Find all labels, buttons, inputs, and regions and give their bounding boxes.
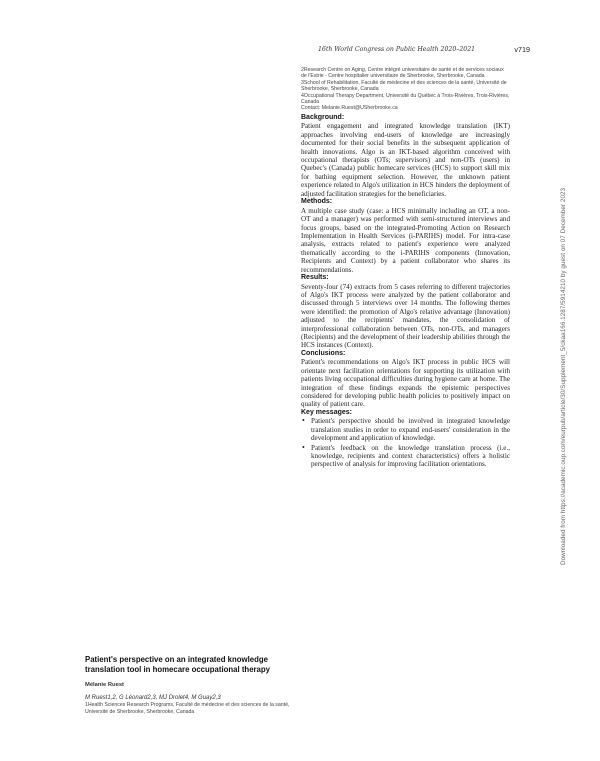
article-title: Patient's perspective on an integrated knowledge translation tool in homecare occupational therapy bbox=[85, 655, 270, 674]
abstract-column bbox=[301, 67, 510, 470]
article-title-block bbox=[85, 655, 295, 715]
affiliation-1: 1Health Sciences Research Programs, Faculté de médecine et des sciences de la santé, Université de Sherbrooke, Sherbrooke, Canada bbox=[85, 702, 290, 715]
background-text: Patient engagement and integrated knowledge translation (IKT) approaches involving end-users of knowledge are increasingly documented for their social benefits in the subsequent application of health innovations. Algo is an IKT-based algorithm conceived with occupational therapists (OTs; supervisors) and non-OTs (users) in Quebec's (Canada) public homecare services (HCS) to support skill mix for bathing equipment selection. However, the unknown patient experience related to Algo's utilization in HCS hinders the deployment of adjusted facilitation strategies for the beneficiaries. bbox=[301, 122, 510, 198]
download-watermark: Downloaded from https://academic.oup.com/eurpub/article/30/Supplement_5/ckaa166.1287/5914210 by guest on 07 December 2023 bbox=[560, 187, 567, 565]
results-heading: Results: bbox=[301, 273, 329, 281]
key-messages-heading: Key messages: bbox=[301, 408, 352, 416]
abstract-body bbox=[301, 114, 510, 469]
key-messages-list bbox=[301, 417, 510, 468]
author-list: M Ruest1,2, G Léonard2,3, MJ Drolet4, M Guay2,3 bbox=[85, 695, 221, 702]
journal-line: 16th World Congress on Public Health 2020–2021 bbox=[318, 46, 476, 53]
contact-email: Contact: Melanie.Ruest@USherbrooke.ca bbox=[301, 105, 398, 112]
conclusions-heading: Conclusions: bbox=[301, 349, 346, 357]
methods-text: A multiple case study (case: a HCS minimally including an OT, a non-OT and a manager) was performed with semi-structured interviews and focus groups, based on the integrated-Promoting Action on Research Implementation in Health Services (i-PARIHS) model. For intra-case analysis, extracts related to patient's experience were analyzed thematically according to the i-PARIHS components (Innovation, Recipients and Context) by a patient collaborator who shares its recommendations. bbox=[301, 206, 510, 274]
page-number: v719 bbox=[514, 45, 530, 54]
key-message-item: • Patient's perspective should be involved in integrated knowledge translation studies in order to expand end-users' consideration in the development and application of knowledge. bbox=[301, 417, 510, 442]
affiliation-2: 2Research Centre on Aging, Centre intégré universitaire de santé et de services sociaux de l'Estrie - Centre hospitalier universitaire de Sherbrooke, Sherbrooke, Canada bbox=[301, 67, 504, 80]
affiliation-4: 4Occupational Therapy Department, Université du Québec à Trois-Rivières, Trois-Rivières, Canada bbox=[301, 92, 510, 106]
conclusions-text: Patient's recommendations on Algo's IKT process in public HCS will orientate next facilitation orientations for supporting its utilization with patients living occupational difficulties during hygiene care at home. The integration of these findings expands the epistemic perspectives considered for developing public health policies to positively impact on quality of patient care. bbox=[301, 358, 510, 409]
presenter-name: Mélanie Ruest bbox=[85, 682, 124, 689]
results-text: Seventy-four (74) extracts from 5 cases referring to different trajectories of Algo's IKT process were analyzed by the patient collaborator and discussed through 5 interviews over 14 months. The following themes were identified: the promotion of Algo's relative advantage (Innovation) adjusted to the recipients' mandates, the consolidation of interprofessional collaboration between OTs, non-OTs, and managers (Recipients) and the development of their leadership abilities through the HCS instances (Context). bbox=[301, 282, 510, 350]
affiliations-top bbox=[301, 67, 510, 112]
key-message-item: • Patient's feedback on the knowledge translation process (i.e., knowledge, recipients and context characteristics) offers a holistic perspective of analysis for improving facilitation orientations. bbox=[301, 444, 510, 469]
methods-heading: Methods: bbox=[301, 198, 333, 206]
running-header bbox=[318, 46, 530, 58]
background-heading: Background: bbox=[301, 113, 345, 121]
affiliation-3: 3School of Rehabilitation, Faculté de médecine et des sciences de la santé, Université de Sherbrooke, Sherbrooke, Canada bbox=[301, 79, 507, 93]
